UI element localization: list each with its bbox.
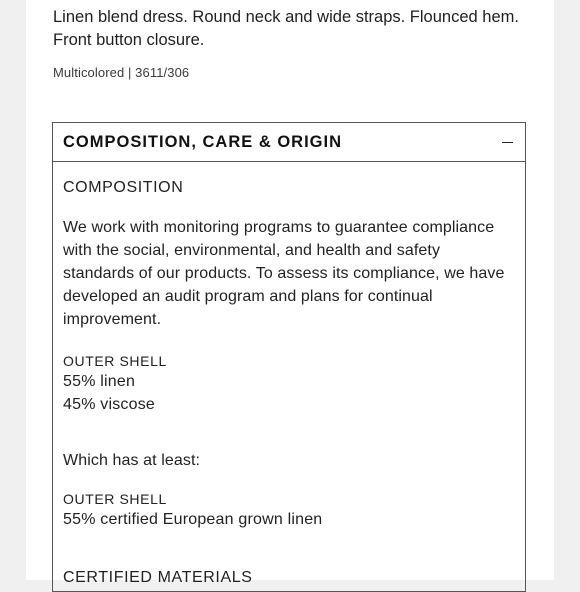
certified-materials-heading: CERTIFIED MATERIALS <box>63 569 253 586</box>
compliance-paragraph: We work with monitoring programs to guarantee compliance with the social, environmental, and health and safety standards of our products. To assess its compliance, we have developed an audit program and plans for continual improvement. <box>63 219 505 328</box>
certified-outer-shell-block <box>63 490 515 531</box>
certified-material-item: 55% certified European grown linen <box>63 511 323 528</box>
product-sheet <box>26 0 554 586</box>
product-color-reference: Multicolored | 3611/306 <box>53 65 190 80</box>
outer-shell-label: OUTER SHELL <box>63 353 167 369</box>
panel-header[interactable] <box>53 123 525 162</box>
outer-shell-block <box>63 352 515 416</box>
product-description: Linen blend dress. Round neck and wide straps. Flounced hem. Front button closure. <box>53 8 519 49</box>
composition-care-origin-panel <box>52 122 526 592</box>
outer-shell-label: OUTER SHELL <box>63 491 167 507</box>
panel-body <box>53 179 525 587</box>
material-item: 45% viscose <box>63 396 156 413</box>
composition-heading: COMPOSITION <box>63 179 184 196</box>
material-item: 55% linen <box>63 373 136 390</box>
panel-title: COMPOSITION, CARE & ORIGIN <box>63 132 343 151</box>
which-has-at-least: Which has at least: <box>63 452 201 469</box>
minus-icon[interactable] <box>502 142 513 143</box>
